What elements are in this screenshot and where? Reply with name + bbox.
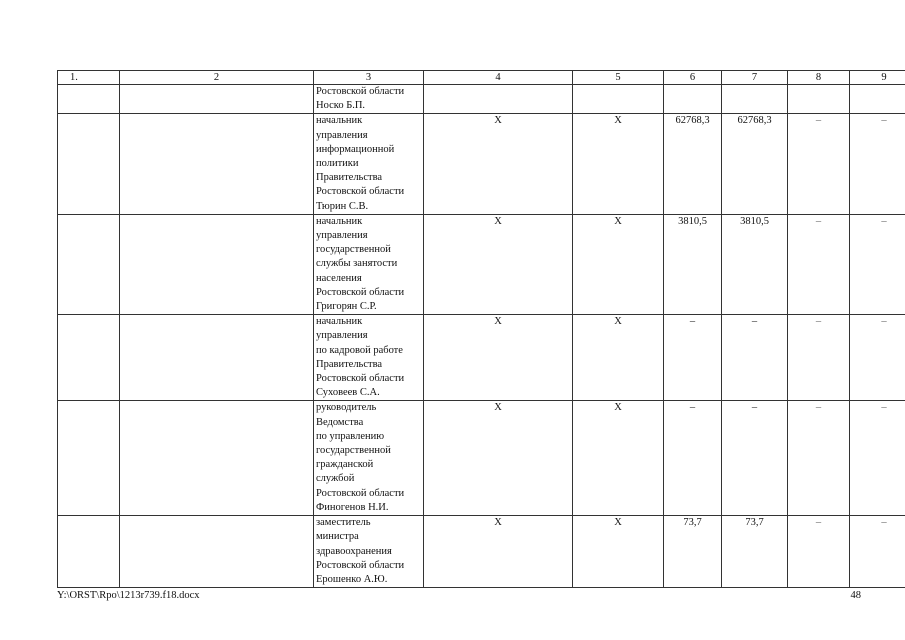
table-cell-2 [120,516,314,588]
cell-text-line: населения [316,272,362,284]
footer-page-number: 48 [850,590,861,601]
table-cell-6: 73,7 [664,516,722,588]
cell-text-line: Суховеев С.А. [316,387,380,399]
cell-text-line: Тюрин С.В. [316,200,369,212]
cell-text-line: по управлению [316,430,385,442]
table-cell-9: – [850,516,905,588]
table-cell-7: – [722,315,788,401]
cell-text-line: Правительства [316,358,383,370]
table-cell-6: 3810,5 [664,214,722,314]
table-cell-5: Х [573,214,664,314]
header-cell-3: 3 [314,71,424,85]
cell-text-line: Ростовской области [316,286,405,298]
footer-file-path: Y:\ORST\Rpo\1213r739.f18.docx [57,590,200,601]
table-cell-1 [58,114,120,214]
table-row [58,114,905,214]
cell-text-line: министра [316,531,359,543]
table-row [58,401,905,516]
table-cell-7 [722,85,788,114]
table-cell-8: – [788,315,850,401]
cell-text-line: начальник [316,215,363,227]
cell-text-line: Григорян С.Р. [316,301,377,313]
table-cell-5 [573,85,664,114]
cell-text-line: государственной [316,445,391,457]
cell-text-line: Ростовской области [316,186,405,198]
table-cell-9: – [850,114,905,214]
cell-text-line: Ведомства [316,416,364,428]
cell-text-line: по кадровой работе [316,344,403,356]
table-cell-8: – [788,214,850,314]
table-body [58,85,905,588]
cell-text-line: Носко Б.П. [316,100,366,112]
table-cell-4: Х [424,114,573,214]
table-cell-1 [58,85,120,114]
cell-text-line: гражданской [316,459,374,471]
cell-text-line: начальник [316,115,363,127]
table-cell-4: Х [424,315,573,401]
cell-text-line: заместитель [316,517,371,529]
table-cell-2 [120,85,314,114]
table-cell-5: Х [573,315,664,401]
table-cell-1 [58,214,120,314]
cell-text-line: Ростовской области [316,487,405,499]
table-row [58,214,905,314]
data-table [57,70,905,588]
table-cell-1 [58,401,120,516]
header-cell-4: 4 [424,71,573,85]
table-cell-7: 3810,5 [722,214,788,314]
cell-text-line: руководитель [316,402,377,414]
header-cell-8: 8 [788,71,850,85]
table-header-row [58,71,905,85]
table-row [58,516,905,588]
table-cell-3 [314,401,424,516]
table-cell-3 [314,114,424,214]
table-cell-7: – [722,401,788,516]
table-cell-3 [314,85,424,114]
cell-text-line: управления [316,330,368,342]
cell-text-line: политики [316,158,359,170]
table-row [58,315,905,401]
table-cell-2 [120,401,314,516]
table-cell-8 [788,85,850,114]
table-cell-4: Х [424,401,573,516]
cell-text-line: службы занятости [316,258,398,270]
cell-text-line: Ростовской области [316,86,405,97]
cell-text-line: службой [316,473,355,485]
table-cell-7: 73,7 [722,516,788,588]
header-cell-6: 6 [664,71,722,85]
table-cell-9: – [850,315,905,401]
table-cell-6: – [664,315,722,401]
header-cell-9: 9 [850,71,905,85]
table-cell-3 [314,214,424,314]
table-cell-8: – [788,401,850,516]
table-cell-1 [58,315,120,401]
table-cell-6: 62768,3 [664,114,722,214]
header-cell-7: 7 [722,71,788,85]
table-cell-4 [424,85,573,114]
cell-text-line: Ростовской области [316,559,405,571]
cell-text-line: Ерошенко А.Ю. [316,573,388,585]
table-cell-6 [664,85,722,114]
table-cell-3 [314,516,424,588]
table-cell-9 [850,85,905,114]
table-cell-1 [58,516,120,588]
cell-text-line: Правительства [316,172,383,184]
header-cell-2: 2 [120,71,314,85]
table-cell-3 [314,315,424,401]
table-cell-4: Х [424,214,573,314]
table-row [58,85,905,114]
table-cell-5: Х [573,516,664,588]
cell-text-line: управления [316,129,368,141]
cell-text-line: управления [316,230,368,242]
cell-text-line: начальник [316,316,363,328]
cell-text-line: информационной [316,143,395,155]
cell-text-line: государственной [316,244,391,256]
table-cell-4: Х [424,516,573,588]
table-cell-5: Х [573,401,664,516]
table-cell-9: – [850,401,905,516]
table-cell-2 [120,214,314,314]
cell-text-line: Финогенов Н.И. [316,501,389,513]
cell-text-line: здравоохранения [316,545,392,557]
table-cell-6: – [664,401,722,516]
table-cell-9: – [850,214,905,314]
table-cell-2 [120,315,314,401]
cell-text-line: Ростовской области [316,373,405,385]
header-cell-1: 1. [58,71,120,85]
table-cell-2 [120,114,314,214]
table-cell-8: – [788,516,850,588]
table-cell-7: 62768,3 [722,114,788,214]
table-cell-5: Х [573,114,664,214]
header-cell-5: 5 [573,71,664,85]
table-cell-8: – [788,114,850,214]
